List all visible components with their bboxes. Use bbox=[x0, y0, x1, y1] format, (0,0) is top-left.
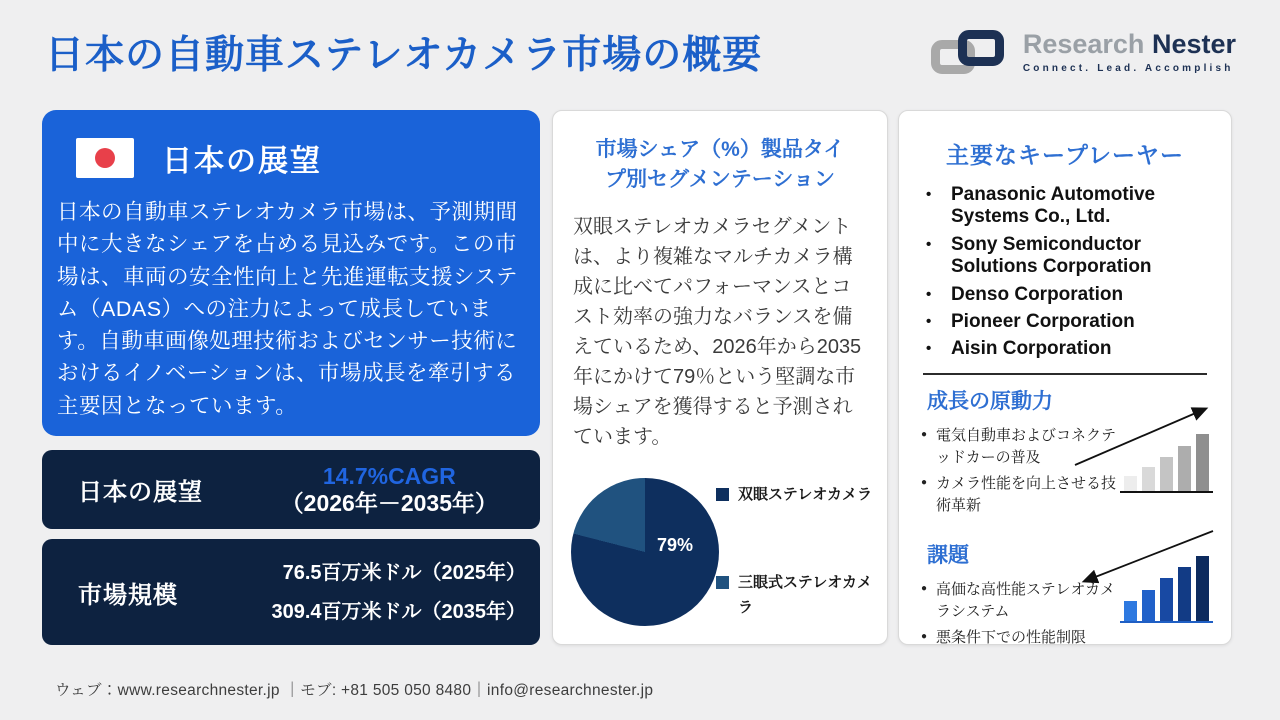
market-size-2025: 76.5百万米ドル（2025年） bbox=[282, 561, 526, 584]
bar bbox=[1160, 457, 1173, 491]
segmentation-heading: 市場シェア（%）製品タイプ別セグメンテーション bbox=[595, 138, 845, 192]
bullet-icon: • bbox=[926, 340, 932, 358]
legend-swatch-dark-icon bbox=[716, 488, 729, 501]
japan-flag-icon bbox=[76, 138, 134, 178]
player-name: Aisin Corporation bbox=[951, 338, 1112, 360]
bar bbox=[1124, 476, 1137, 491]
brand-second-word: Nester bbox=[1151, 29, 1236, 60]
pie-chart bbox=[571, 478, 719, 626]
challenge-text: 悪条件下での性能制限 bbox=[936, 629, 1087, 647]
growth-drivers-section bbox=[921, 385, 1209, 535]
logo-text bbox=[1023, 30, 1236, 73]
bullet-icon: ● bbox=[921, 582, 928, 594]
section-divider bbox=[923, 373, 1207, 375]
bullet-icon: • bbox=[926, 313, 932, 331]
segmentation-body-text: 双眼ステレオカメラセグメントは、より複雑なマルチカメラ構成に比べてパフォーマンスとコスト効率の強力なバランスを備えているため、2026年から2035年にかけて79％という堅調な市場シェアを獲得すると予測されています。 bbox=[573, 215, 862, 448]
segmentation-card bbox=[552, 110, 888, 645]
bar bbox=[1196, 556, 1209, 621]
player-item bbox=[921, 284, 1209, 306]
bar bbox=[1196, 434, 1209, 491]
growth-bar-chart-icon bbox=[1083, 401, 1215, 493]
market-size-label: 市場規模 bbox=[78, 581, 178, 609]
chain-link-navy-icon bbox=[958, 30, 1004, 66]
bar bbox=[1124, 601, 1137, 621]
bar bbox=[1142, 590, 1155, 621]
bullet-icon: ● bbox=[921, 477, 928, 489]
legend-swatch-light-icon bbox=[716, 576, 729, 589]
player-name: Panasonic Automotive Systems Co., Ltd. bbox=[951, 184, 1156, 228]
bar bbox=[1142, 467, 1155, 491]
bullet-icon: • bbox=[926, 186, 932, 203]
bar bbox=[1178, 567, 1191, 621]
footer-contact: ウェブ：www.researchnester.jp ｜モブ: +81 505 050 8480｜info@researchnester.jp bbox=[55, 682, 654, 699]
legend-label-trinocular: 三眼式ステレオカメラ bbox=[738, 574, 872, 616]
market-size-stat-row bbox=[42, 539, 540, 645]
japan-flag-sun-icon bbox=[95, 148, 115, 168]
bullet-icon: • bbox=[926, 285, 932, 303]
research-nester-logo bbox=[931, 24, 1236, 80]
growth-driver-text: カメラ性能を向上させる技術革新 bbox=[936, 475, 1117, 515]
player-name: Denso Corporation bbox=[951, 283, 1124, 305]
player-item bbox=[921, 234, 1209, 279]
overview-card-header bbox=[42, 110, 540, 180]
player-name: Sony Semiconductor Solutions Corporation bbox=[951, 233, 1152, 278]
cagr-stat-row bbox=[42, 450, 540, 529]
challenges-heading: 課題 bbox=[927, 543, 969, 567]
pie-data-label: 79% bbox=[657, 535, 694, 555]
challenges-section bbox=[921, 539, 1209, 649]
brand-first-word: Research bbox=[1022, 29, 1145, 60]
player-item bbox=[921, 311, 1209, 333]
legend-item-trinocular bbox=[716, 571, 874, 621]
bullet-icon: ● bbox=[921, 428, 928, 440]
key-players-heading: 主要なキープレーヤー bbox=[946, 142, 1184, 168]
challenges-bar-chart-icon bbox=[1083, 527, 1215, 623]
chain-links-icon bbox=[931, 24, 1009, 80]
cagr-value-block bbox=[281, 463, 498, 516]
cagr-period: （2026年－2035年） bbox=[280, 489, 498, 516]
growth-driver-text: 電気自動車およびコネクテッドカーの普及 bbox=[936, 426, 1117, 466]
key-players-card bbox=[898, 110, 1232, 645]
legend-item-binocular bbox=[716, 483, 874, 508]
growth-drivers-heading: 成長の原動力 bbox=[927, 389, 1053, 413]
bullet-icon: • bbox=[926, 235, 932, 253]
cagr-value: 14.7%CAGR bbox=[322, 462, 456, 489]
blue-bars bbox=[1120, 556, 1213, 623]
overview-body-text: 日本の自動車ステレオカメラ市場は、予測期間中に大きなシェアを占める見込みです。この市場は、車両の安全性向上と先進運転支援システム（ADAS）への注力によって成長しています。自動車画像処理技術およびセンサー技術におけるイノベーションは、市場成長を牽引する主要因となっています。 bbox=[57, 200, 518, 418]
market-size-2035: 309.4百万米ドル（2035年） bbox=[271, 600, 526, 623]
challenge-item bbox=[921, 627, 1117, 649]
cagr-row-label: 日本の展望 bbox=[78, 479, 203, 506]
player-name: Pioneer Corporation bbox=[951, 311, 1135, 333]
legend-label-binocular: 双眼ステレオカメラ bbox=[738, 486, 872, 503]
gray-bars bbox=[1120, 434, 1213, 493]
market-size-values bbox=[271, 562, 526, 623]
challenge-text: 高価な高性能ステレオカメラシステム bbox=[936, 580, 1115, 620]
brand-name bbox=[1023, 30, 1236, 58]
bar bbox=[1178, 446, 1191, 491]
key-players-list bbox=[921, 184, 1209, 361]
brand-tagline: Connect. Lead. Accomplish bbox=[1022, 62, 1234, 74]
overview-heading: 日本の展望 bbox=[162, 145, 322, 178]
bullet-icon: ● bbox=[921, 631, 928, 643]
page-title: 日本の自動車ステレオカメラ市場の概要 bbox=[45, 34, 763, 77]
bar bbox=[1160, 578, 1173, 621]
player-item bbox=[921, 184, 1209, 229]
japan-overview-card bbox=[42, 110, 540, 436]
player-item bbox=[921, 338, 1209, 360]
